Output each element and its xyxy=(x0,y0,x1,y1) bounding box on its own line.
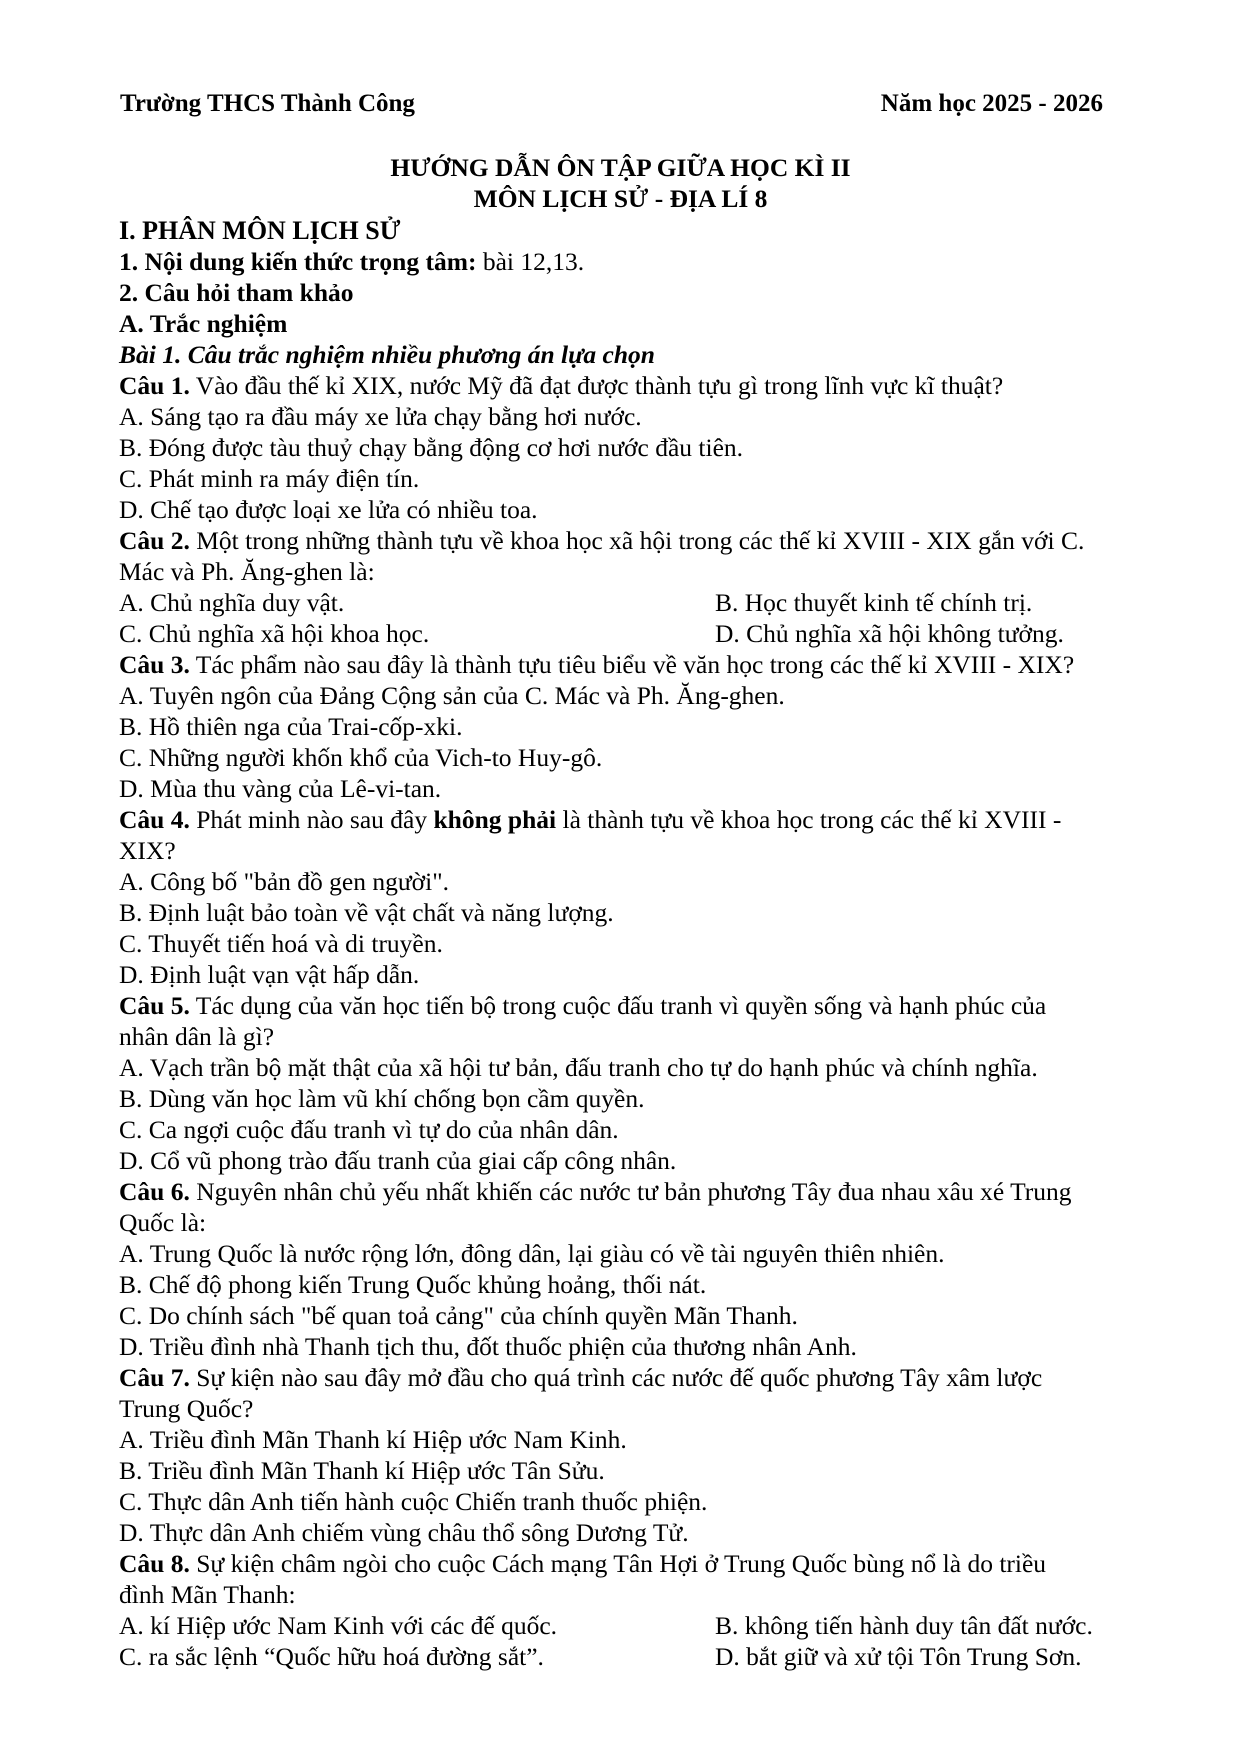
school-year: Năm học 2025 - 2026 xyxy=(880,90,1103,117)
question-text: Phát minh nào sau đây xyxy=(189,805,434,834)
option: C. Ca ngợi cuộc đấu tranh vì tự do của nhân dân. xyxy=(119,1115,619,1144)
option: B. không tiến hành duy tân đất nước. xyxy=(715,1611,1093,1640)
question-4 xyxy=(119,804,1134,990)
page-header xyxy=(120,88,1103,120)
question-7 xyxy=(119,1362,1134,1548)
question-1 xyxy=(119,370,1134,525)
question-text-cont: đình Mãn Thanh: xyxy=(119,1580,296,1609)
option: A. Triều đình Mãn Thanh kí Hiệp ước Nam Kinh. xyxy=(119,1425,627,1454)
option: D. Mùa thu vàng của Lê-vi-tan. xyxy=(119,774,442,803)
option: C. Thuyết tiến hoá và di truyền. xyxy=(119,929,443,958)
question-text-cont: Quốc là: xyxy=(119,1208,207,1237)
question-label: Câu 5. xyxy=(119,991,190,1020)
question-label: Câu 8. xyxy=(119,1549,190,1578)
option: B. Định luật bảo toàn về vật chất và năng lượng. xyxy=(119,898,614,927)
option: A. Chủ nghĩa duy vật. xyxy=(119,588,345,617)
option: A. kí Hiệp ước Nam Kinh với các đế quốc. xyxy=(119,1611,558,1640)
option: C. Chủ nghĩa xã hội khoa học. xyxy=(119,619,430,648)
option: A. Trung Quốc là nước rộng lớn, đông dân, lại giàu có về tài nguyên thiên nhiên. xyxy=(119,1239,945,1268)
option: A. Vạch trần bộ mặt thật của xã hội tư bản, đấu tranh cho tự do hạnh phúc và chính nghĩa. xyxy=(119,1053,1038,1082)
option: D. Định luật vạn vật hấp dẫn. xyxy=(119,960,420,989)
part-a-heading: A. Trắc nghiệm xyxy=(119,309,288,338)
option: B. Đóng được tàu thuỷ chạy bằng động cơ hơi nước đầu tiên. xyxy=(119,433,744,462)
question-label: Câu 6. xyxy=(119,1177,190,1206)
question-text: Tác dụng của văn học tiến bộ trong cuộc đấu tranh vì quyền sống và hạnh phúc của xyxy=(189,991,1047,1020)
question-6 xyxy=(119,1176,1134,1362)
question-label: Câu 2. xyxy=(119,526,190,555)
document-body xyxy=(119,215,1134,1672)
question-text: Sự kiện nào sau đây mở đầu cho quá trình các nước đế quốc phương Tây xâm lược xyxy=(189,1363,1043,1392)
question-text: Sự kiện châm ngòi cho cuộc Cách mạng Tân Hợi ở Trung Quốc bùng nổ là do triều xyxy=(189,1549,1047,1578)
question-5 xyxy=(119,990,1134,1176)
question-label: Câu 1. xyxy=(119,371,190,400)
question-text-cont: Mác và Ph. Ăng-ghen là: xyxy=(119,557,375,586)
option: C. Những người khốn khổ của Vich-to Huy-gô. xyxy=(119,743,603,772)
option: B. Dùng văn học làm vũ khí chống bọn cầm quyền. xyxy=(119,1084,645,1113)
focus-label: 1. Nội dung kiến thức trọng tâm: xyxy=(119,247,477,276)
question-text: Tác phẩm nào sau đây là thành tựu tiêu biểu về văn học trong các thế kỉ XVIII - XIX? xyxy=(189,650,1075,679)
option: D. Chủ nghĩa xã hội không tưởng. xyxy=(715,619,1064,648)
option: C. Thực dân Anh tiến hành cuộc Chiến tranh thuốc phiện. xyxy=(119,1487,708,1516)
question-2 xyxy=(119,525,1134,649)
option: B. Chế độ phong kiến Trung Quốc khủng hoảng, thối nát. xyxy=(119,1270,707,1299)
focus-content xyxy=(119,246,1134,277)
option: B. Triều đình Mãn Thanh kí Hiệp ước Tân Sửu. xyxy=(119,1456,605,1485)
option: B. Hồ thiên nga của Trai-cốp-xki. xyxy=(119,712,463,741)
question-text: Nguyên nhân chủ yếu nhất khiến các nước tư bản phương Tây đua nhau xâu xé Trung xyxy=(189,1177,1072,1206)
question-label: Câu 7. xyxy=(119,1363,190,1392)
option: D. Triều đình nhà Thanh tịch thu, đốt thuốc phiện của thương nhân Anh. xyxy=(119,1332,857,1361)
document-title: HƯỚNG DẪN ÔN TẬP GIỮA HỌC KÌ II xyxy=(390,153,851,182)
question-text: là thành tựu về khoa học trong các thế kỉ XVIII - xyxy=(556,805,1062,834)
option: D. Chế tạo được loại xe lửa có nhiều toa. xyxy=(119,495,538,524)
question-text: Một trong những thành tựu về khoa học xã hội trong các thế kỉ XVIII - XIX gắn với C. xyxy=(189,526,1085,555)
exercise-heading: Bài 1. Câu trắc nghiệm nhiều phương án lựa chọn xyxy=(119,340,655,369)
option: A. Tuyên ngôn của Đảng Cộng sản của C. Mác và Ph. Ăng-ghen. xyxy=(119,681,785,710)
option: A. Sáng tạo ra đầu máy xe lửa chạy bằng hơi nước. xyxy=(119,402,642,431)
question-label: Câu 4. xyxy=(119,805,190,834)
option: C. Phát minh ra máy điện tín. xyxy=(119,464,420,493)
option: C. ra sắc lệnh “Quốc hữu hoá đường sắt”. xyxy=(119,1642,544,1671)
option: B. Học thuyết kinh tế chính trị. xyxy=(715,588,1033,617)
question-8 xyxy=(119,1548,1134,1672)
option: A. Công bố "bản đồ gen người". xyxy=(119,867,450,896)
reference-heading: 2. Câu hỏi tham khảo xyxy=(119,278,354,307)
school-name: Trường THCS Thành Công xyxy=(120,90,415,117)
focus-value: bài 12,13. xyxy=(476,247,585,276)
question-text: Vào đầu thế kỉ XIX, nước Mỹ đã đạt được thành tựu gì trong lĩnh vực kĩ thuật? xyxy=(189,371,1004,400)
option: D. bắt giữ và xử tội Tôn Trung Sơn. xyxy=(715,1642,1082,1671)
section-heading: I. PHÂN MÔN LỊCH SỬ xyxy=(119,216,401,245)
option: D. Cổ vũ phong trào đấu tranh của giai cấp công nhân. xyxy=(119,1146,677,1175)
question-text-cont: Trung Quốc? xyxy=(119,1394,254,1423)
option: C. Do chính sách "bế quan toả cảng" của chính quyền Mãn Thanh. xyxy=(119,1301,798,1330)
question-3 xyxy=(119,649,1134,804)
question-label: Câu 3. xyxy=(119,650,190,679)
question-text-cont: nhân dân là gì? xyxy=(119,1022,275,1051)
subject-title: MÔN LỊCH SỬ - ĐỊA LÍ 8 xyxy=(473,184,768,213)
option: D. Thực dân Anh chiếm vùng châu thổ sông Dương Tử. xyxy=(119,1518,689,1547)
question-text-cont: XIX? xyxy=(119,836,176,865)
question-emphasis: không phải xyxy=(433,805,557,834)
